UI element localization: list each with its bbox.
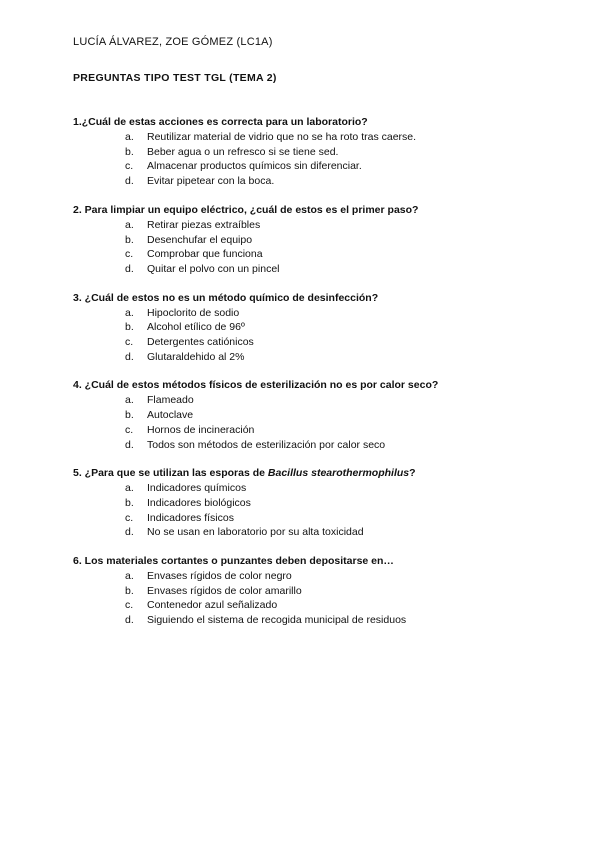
question-3 — [73, 291, 543, 365]
option-letter: a. — [125, 570, 134, 583]
option-text: Hipoclorito de sodio — [147, 306, 240, 319]
option-b — [73, 233, 543, 248]
option-letter: a. — [125, 482, 134, 495]
option-letter: d. — [125, 526, 134, 539]
option-letter: a. — [125, 394, 134, 407]
question-text: 3. ¿Cuál de estos no es un método químico de desinfección? — [73, 291, 379, 304]
option-list — [73, 306, 543, 365]
option-d — [73, 613, 543, 628]
option-a — [73, 218, 543, 233]
option-list — [73, 130, 543, 189]
option-text: Comprobar que funciona — [147, 248, 263, 261]
option-text: Beber agua o un refresco si se tiene sed. — [147, 145, 339, 158]
option-text: Flameado — [147, 394, 194, 407]
option-letter: c. — [125, 336, 134, 349]
option-letter: d. — [125, 350, 134, 363]
question-text-species: Bacillus stearothermophilus — [267, 467, 410, 480]
question-text-start: 5. ¿Para que se utilizan las esporas de — [73, 467, 268, 480]
option-list — [73, 218, 543, 277]
option-text: Todos son métodos de esterilización por calor seco — [147, 438, 386, 451]
option-letter: a. — [125, 218, 134, 231]
option-a — [73, 569, 543, 584]
option-letter: c. — [125, 248, 134, 261]
option-list — [73, 393, 543, 452]
option-letter: b. — [125, 409, 134, 422]
option-text: Retirar piezas extraíbles — [147, 218, 261, 231]
option-d — [73, 262, 543, 277]
option-text: Almacenar productos químicos sin diferenciar. — [147, 160, 362, 173]
option-letter: c. — [125, 160, 134, 173]
question-1 — [73, 115, 543, 189]
option-letter: c. — [125, 423, 134, 436]
option-letter: c. — [125, 511, 134, 524]
option-b — [73, 584, 543, 599]
option-text: Evitar pipetear con la boca. — [147, 175, 275, 188]
option-c — [73, 247, 543, 262]
option-d — [73, 525, 543, 540]
option-c — [73, 511, 543, 526]
option-text: Hornos de incineración — [147, 423, 255, 436]
option-letter: b. — [125, 496, 134, 509]
option-c — [73, 598, 543, 613]
option-letter: d. — [125, 175, 134, 188]
option-letter: d. — [125, 262, 134, 275]
option-list — [73, 481, 543, 540]
option-list — [73, 569, 543, 628]
option-text: Envases rígidos de color amarillo — [147, 584, 302, 597]
option-letter: b. — [125, 145, 134, 158]
question-5 — [73, 466, 543, 540]
option-letter: b. — [125, 233, 134, 246]
option-b — [73, 320, 543, 335]
option-letter: a. — [125, 131, 134, 143]
option-d — [73, 350, 543, 365]
option-letter: d. — [125, 614, 134, 627]
question-4 — [73, 378, 543, 452]
option-text: Alcohol etílico de 96º — [147, 321, 245, 334]
option-text: Glutaraldehido al 2% — [147, 350, 245, 363]
option-b — [73, 408, 543, 423]
option-text: Envases rígidos de color negro — [147, 570, 292, 583]
option-b — [73, 145, 543, 160]
option-c — [73, 335, 543, 350]
question-text-end: ? — [409, 467, 416, 480]
option-text: Detergentes catiónicos — [147, 336, 254, 349]
page-title: PREGUNTAS TIPO TEST TGL (TEMA 2) — [73, 72, 277, 84]
option-a — [73, 306, 543, 321]
option-letter: a. — [125, 306, 134, 319]
option-text: Indicadores físicos — [147, 511, 234, 524]
authors-line: LUCÍA ÁLVAREZ, ZOE GÓMEZ (LC1A) — [73, 36, 273, 48]
question-text: 1.¿Cuál de estas acciones es correcta para un laboratorio? — [73, 116, 368, 128]
option-letter: b. — [125, 321, 134, 334]
option-letter: b. — [125, 584, 134, 597]
option-text: Contenedor azul señalizado — [147, 599, 278, 612]
question-text: 6. Los materiales cortantes o punzantes deben depositarse en… — [73, 555, 394, 568]
question-list — [73, 115, 543, 642]
option-text: Indicadores químicos — [147, 482, 247, 495]
option-d — [73, 438, 543, 453]
question-text: 2. Para limpiar un equipo eléctrico, ¿cuál de estos es el primer paso? — [73, 203, 419, 216]
option-c — [73, 423, 543, 438]
question-text — [73, 466, 543, 480]
option-text: Desenchufar el equipo — [147, 233, 253, 246]
option-text: Quitar el polvo con un pincel — [147, 262, 280, 275]
question-text: 4. ¿Cuál de estos métodos físicos de esterilización no es por calor seco? — [73, 379, 439, 392]
option-letter: c. — [125, 599, 134, 612]
option-letter: d. — [125, 438, 134, 451]
question-6 — [73, 554, 543, 628]
option-text: Indicadores biológicos — [147, 496, 251, 509]
option-c — [73, 159, 543, 174]
option-a — [73, 481, 543, 496]
option-text: Autoclave — [147, 409, 194, 422]
option-text: No se usan en laboratorio por su alta toxicidad — [147, 526, 364, 539]
option-b — [73, 496, 543, 511]
option-text: Siguiendo el sistema de recogida municipal de residuos — [147, 614, 407, 627]
question-2 — [73, 203, 543, 277]
option-a — [73, 130, 543, 145]
option-d — [73, 174, 543, 189]
option-text: Reutilizar material de vidrio que no se ha roto tras caerse. — [147, 131, 417, 143]
option-a — [73, 393, 543, 408]
